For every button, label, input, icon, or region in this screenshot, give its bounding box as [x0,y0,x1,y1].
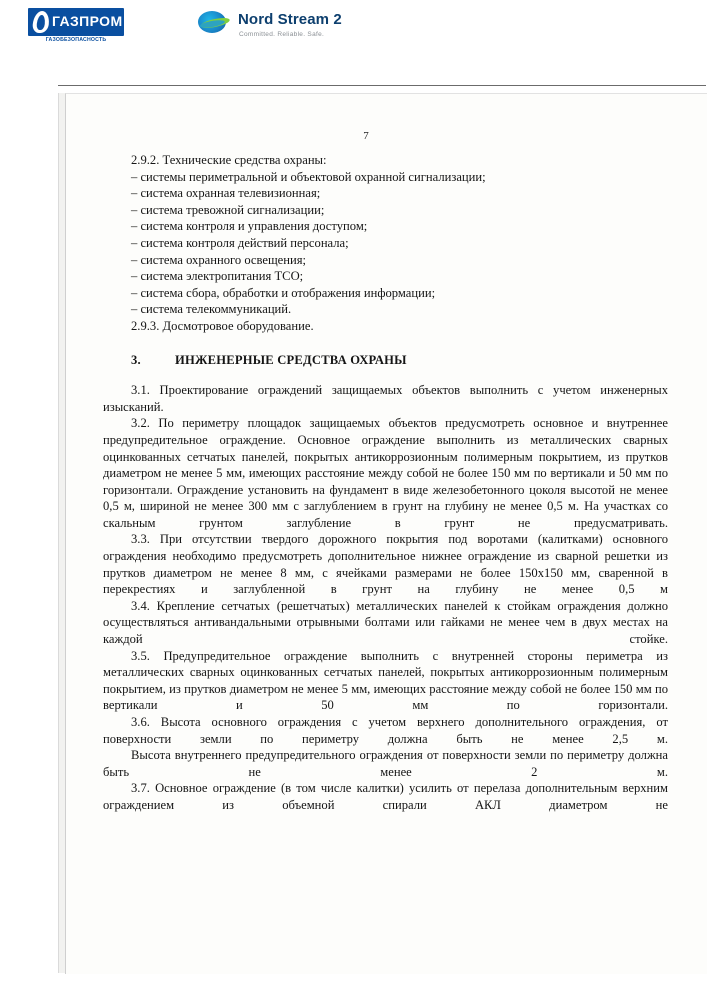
document-body [103,152,668,814]
gazprom-logo [28,8,124,48]
list-item: – системы периметральной и объектовой охранной сигнализации; [131,169,486,184]
flame-icon [32,11,50,33]
paragraph-3-7: 3.7. Основное ограждение (в том числе калитки) усилить от перелаза дополнительным верхним ограждением из объемной спирали АКЛ диаметром не [103,781,668,812]
list-item: – система охранная телевизионная; [131,186,321,201]
list-item: – система тревожной сигнализации; [131,202,325,217]
page-sheet [65,93,707,974]
nord-stream-logo-name: Nord Stream 2 [238,11,342,28]
paragraph-3-6: 3.6. Высота основного ограждения с учетом верхнего дополнительного ограждения, от поверхности земли по периметру должна быть не менее 2,5 м. [103,715,668,746]
list-item: – система контроля и управления доступом; [131,219,368,234]
gazprom-logo-name: ГАЗПРОМ [52,13,123,29]
heading-2-9-3: 2.9.3. Досмотровое оборудование. [131,318,314,333]
paragraph-3-6b: Высота внутреннего предупредительного ограждения от поверхности земли по периметру должна быть не менее 2 м. [103,748,668,779]
nord-stream-logo-tagline: Committed. Reliable. Safe. [239,31,325,38]
gazprom-logo-box [28,8,124,36]
paragraph-3-2: 3.2. По периметру площадок защищаемых объектов предусмотреть основное и внутреннее предупредительное ограждение. Основное ограждение выполнить из металлических сварных оцинкованных сетчатых панелей, покрытых антикоррозионным полимерным покрытием, из прутков диаметром не менее 5 мм, имеющих расстояние между собой не более 150 мм по вертикали и 50 мм по горизонтали. Ограждение установить на фундамент в виде железобетонного цоколя высотой не менее 0,5 м, шириной не менее 300 мм с заглублением в грунт на глубину не менее 0,5 м. На участках со скальным грунтом заглубление в грунт не предусматривать. [103,416,668,530]
list-item: – система сбора, обработки и отображения информации; [131,285,436,300]
list-item: – система охранного освещения; [131,252,307,267]
list-item: – система электропитания ТСО; [131,269,304,284]
nord-stream-logo [198,8,368,50]
section-title-text: ИНЖЕНЕРНЫЕ СРЕДСТВА ОХРАНЫ [175,352,407,367]
list-item: – система телекоммуникаций. [131,302,292,317]
globe-swoosh-icon [198,10,232,36]
paragraph-3-3: 3.3. При отсутствии твердого дорожного покрытия под воротами (калитками) основного ограждения необходимо предусмотреть дополнительное нижнее ограждение из сварной решетки из прутков диаметром не менее 8 мм, с ячейками размерами не более 150х150 мм, сваренной в перекрестиях и заглубленной в грунт на глубину не менее 0,5 м [103,532,668,597]
heading-2-9-2: 2.9.2. Технические средства охраны: [131,153,327,167]
page-number: 7 [363,130,369,142]
paragraph-3-5: 3.5. Предупредительное ограждение выполнить с внутренней стороны периметра из металлических сварных оцинкованных сетчатых панелей, покрытых антикоррозионным полимерным покрытием, из прутков диаметром не менее 5 мм, имеющих расстояние между собой не более 150 мм по вертикали и 50 мм по горизонтали. [103,648,668,713]
paragraph-3-4: 3.4. Крепление сетчатых (решетчатых) металлических панелей к стойкам ограждения должно осуществляться антивандальными отрывными болтами или гайками не менее чем в двух местах на каждой стойке. [103,598,668,647]
paragraph-3-1: 3.1. Проектирование ограждений защищаемых объектов выполнить с учетом инженерных изысканий. [103,383,668,414]
header-divider [58,85,706,86]
page-header [0,0,707,86]
section-number: 3. [131,352,141,367]
list-item: – система контроля действий персонала; [131,235,349,250]
gazprom-logo-subtitle: ГАЗОБЕЗОПАСНОСТЬ [45,37,107,43]
section-heading [103,352,668,369]
